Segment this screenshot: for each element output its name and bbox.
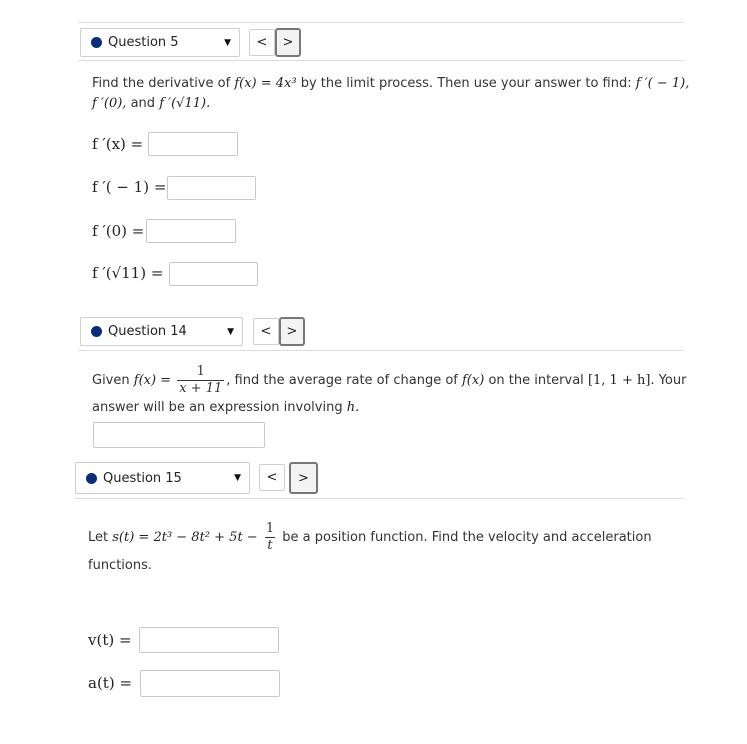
field-label: a(t) = [88,674,133,692]
next-question-button[interactable]: > [289,462,318,494]
field-label: f ′( − 1) = [92,178,167,196]
answer-input[interactable] [148,132,238,156]
answer-input[interactable] [140,670,280,697]
divider [78,22,684,23]
field-label: f ′(√11) = [92,264,164,282]
field-label: v(t) = [88,631,132,649]
answer-input[interactable] [93,422,265,448]
question-prompt-line2: answer will be an expression involving h. [92,400,360,415]
function-expression: f(x) = 4x³ [234,76,297,91]
caret-down-icon: ▼ [234,473,241,483]
status-dot-icon [91,37,102,48]
question-selector-label: Question 5 [108,35,179,50]
question-prompt: Given f(x) = $\frac{1}{x + 11}$ , find the average rate of change of f(x) on the interval [1, 1 + h]. Your [92,364,687,396]
question-selector[interactable] [80,317,243,346]
answer-input[interactable] [146,219,236,243]
question-selector[interactable] [80,28,240,57]
answer-input[interactable] [139,627,279,653]
question-selector-label: Question 14 [108,324,187,339]
question-prompt-line2: functions. [88,558,153,573]
answer-input[interactable] [167,176,256,200]
question-prompt: Find the derivative of f(x) = 4x³ by the limit process. Then use your answer to find: f ′( − 1), [92,76,690,91]
caret-down-icon: ▼ [224,37,231,48]
question-selector-label: Question 15 [103,470,182,486]
status-dot-icon [91,326,102,337]
question-selector[interactable] [75,462,250,494]
divider [78,350,684,351]
field-label: f ′(x) = [92,135,144,153]
fraction: $\frac{1}{t}$ [265,521,275,553]
prev-question-button[interactable]: < [249,29,275,56]
prev-question-button[interactable]: < [259,464,285,491]
answer-input[interactable] [169,262,258,286]
prev-question-button[interactable]: < [253,318,279,345]
divider [78,60,684,61]
fraction: $\frac{1}{x + 11}$ [179,364,223,396]
question-prompt: Let s(t) = 2t³ − 8t² + 5t − $\frac{1}{t}$ be a position function. Find the velocity and acceleration [88,521,652,553]
next-question-button[interactable]: > [275,28,301,57]
next-question-button[interactable]: > [279,317,305,346]
divider [75,498,684,499]
question-prompt-line2: f ′(0), and f ′(√11). [92,96,211,111]
field-label: f ′(0) = [92,222,145,240]
caret-down-icon: ▼ [227,326,234,337]
status-dot-icon [86,473,97,484]
